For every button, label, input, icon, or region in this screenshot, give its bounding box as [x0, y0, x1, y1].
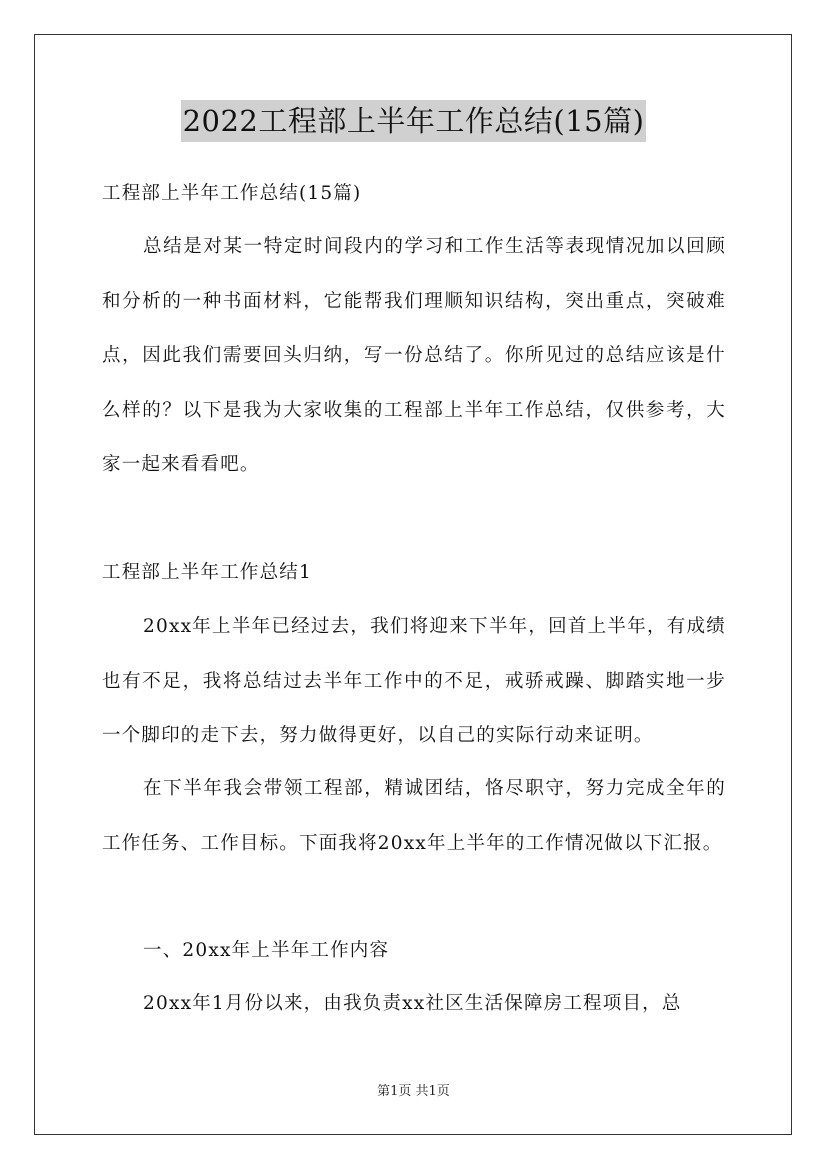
- body-paragraph-2: 在下半年我会带领工程部，精诚团结，恪尽职守，努力完成全年的工作任务、工作目标。下面我将20xx年上半年的工作情况做以下汇报。: [102, 778, 726, 854]
- subheading: 一、20xx年上半年工作内容: [143, 940, 390, 961]
- body-paragraph-1: 20xx年上半年已经过去，我们将迎来下半年，回首上半年，有成绩也有不足，我将总结过去半年工作中的不足，戒骄戒躁、脚踏实地一步一个脚印的走下去，努力做得更好，以自己的实际行动来证明。: [102, 616, 726, 746]
- page-footer: 第1页 共1页: [377, 1084, 450, 1099]
- document-subtitle: 工程部上半年工作总结(15篇): [102, 183, 362, 204]
- intro-paragraph: 总结是对某一特定时间段内的学习和工作生活等表现情况加以回顾和分析的一种书面材料，它能帮我们理顺知识结构，突出重点，突破难点，因此我们需要回头归纳，写一份总结了。你所见过的总结应该是什么样的？以下是我为大家收集的工程部上半年工作总结，仅供参考，大家一起来看看吧。: [102, 236, 726, 475]
- document-title: 2022工程部上半年工作总结(15篇): [181, 100, 647, 142]
- body-paragraph-3: 20xx年1月份以来，由我负责xx社区生活保障房工程项目，总: [143, 993, 682, 1014]
- title-container: [0, 100, 827, 142]
- section-heading: 工程部上半年工作总结1: [102, 562, 312, 583]
